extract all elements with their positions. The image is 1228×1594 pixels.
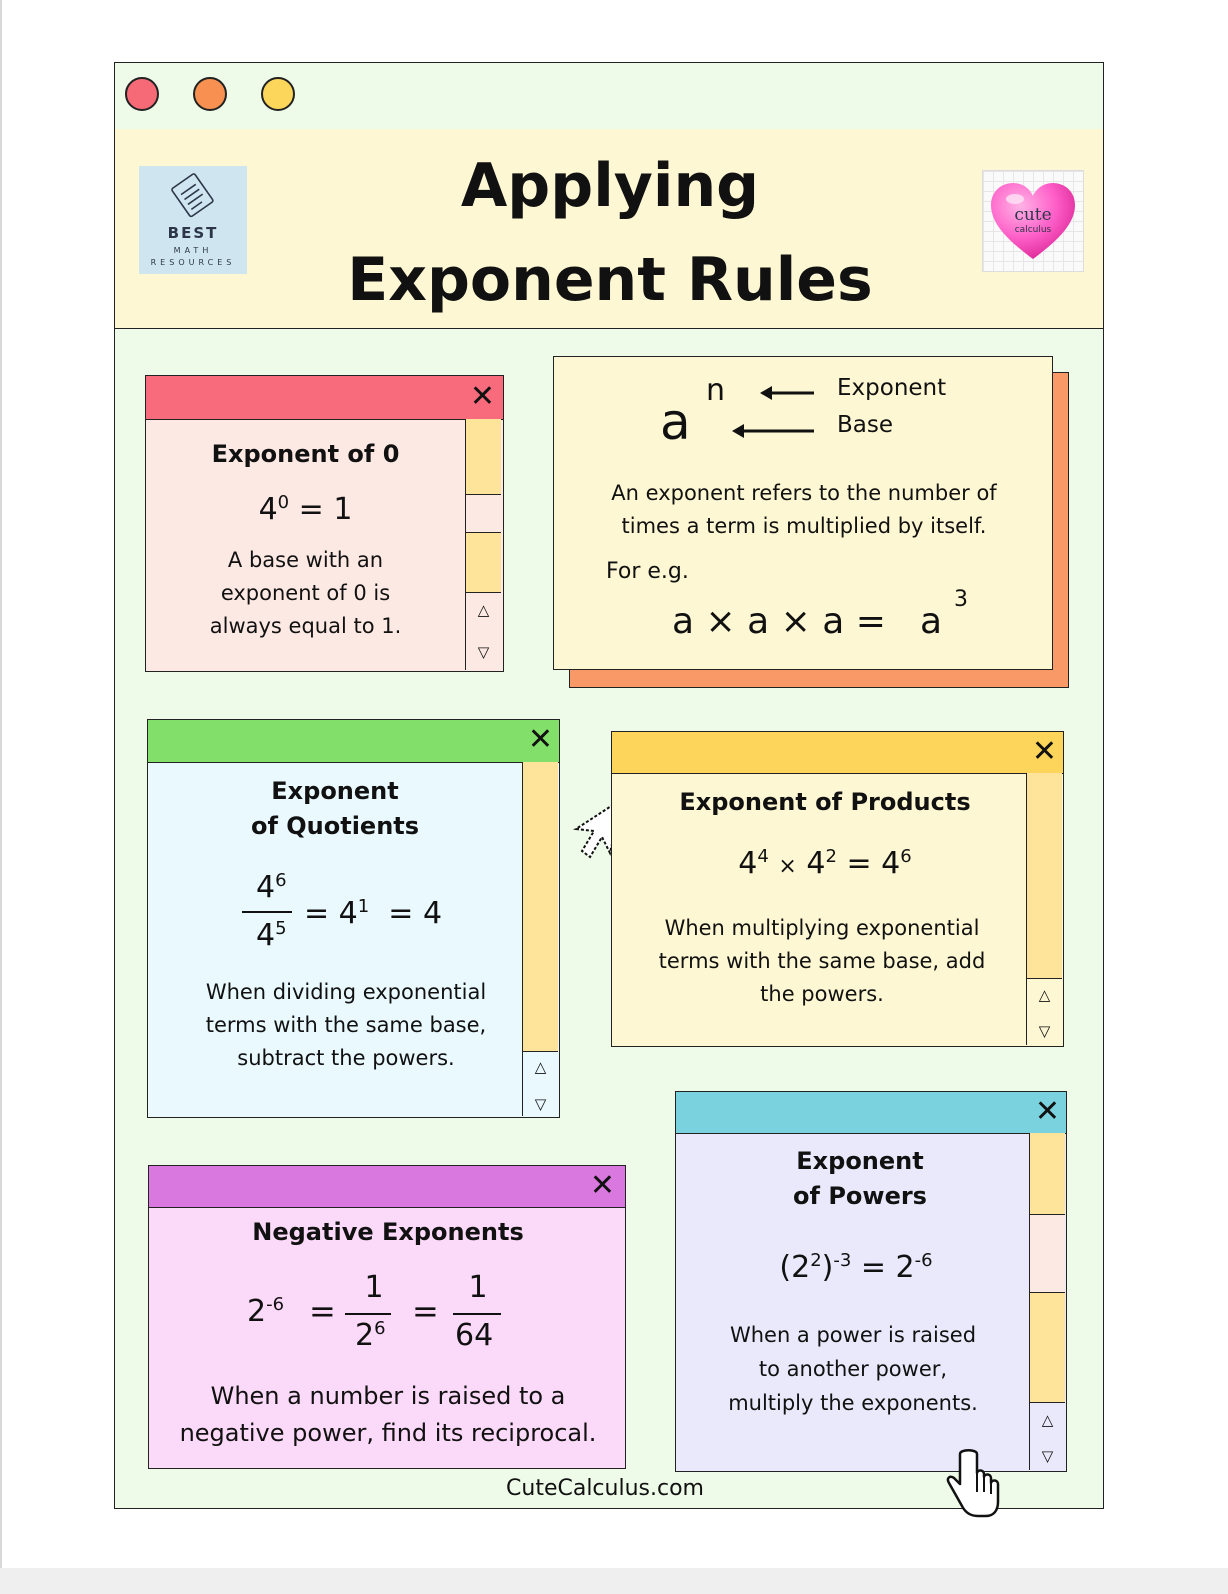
products-description	[612, 912, 1032, 1011]
scroll-down-icon[interactable]: ▽	[477, 643, 490, 661]
powers-close: )	[821, 1250, 834, 1285]
intro-line2: times a term is multiplied by itself.	[621, 514, 987, 538]
exponent-of-products-window	[611, 731, 1064, 1047]
quotients-num-base: 4	[256, 870, 276, 905]
powers-inner-exp: 2	[810, 1250, 822, 1271]
page-title-line1: Applying	[460, 151, 760, 221]
negative-num2: 1	[468, 1270, 488, 1305]
quotients-den-exp: 5	[275, 918, 287, 939]
quotients-rhs: = 4	[388, 896, 443, 931]
window-close-dot[interactable]	[125, 77, 159, 111]
products-line2: terms with the same base, add	[658, 949, 986, 973]
products-line1: When multiplying exponential	[664, 916, 980, 940]
scroll-down-icon[interactable]: ▽	[534, 1095, 547, 1113]
quotients-line1: When dividing exponential	[205, 980, 487, 1004]
scroll-up-icon[interactable]: △	[477, 601, 490, 619]
hand-cursor-icon	[944, 1448, 1002, 1520]
window-titlebar	[612, 732, 1063, 774]
products-a-base: 4	[738, 846, 758, 881]
quotients-description	[148, 976, 544, 1075]
negative-base: 2	[247, 1294, 267, 1329]
scroll-up-icon[interactable]: △	[1038, 986, 1051, 1004]
negative-eq2: =	[412, 1292, 439, 1330]
quotients-line2: terms with the same base,	[205, 1013, 487, 1037]
zero-description	[146, 544, 465, 643]
exponent-of-quotients-window	[147, 719, 560, 1118]
page-title-line2: Exponent Rules	[347, 245, 873, 315]
negative-den2: 64	[455, 1318, 494, 1353]
scroll-thumb[interactable]	[466, 495, 501, 533]
products-b-exp: 2	[825, 846, 837, 867]
scroll-up-icon[interactable]: △	[534, 1058, 547, 1076]
footer-website[interactable]: CuteCalculus.com	[506, 1476, 704, 1501]
intro-example-lhs: a × a × a =	[672, 601, 886, 642]
powers-equation	[676, 1250, 1036, 1285]
intro-exponent-label: Exponent	[837, 375, 947, 401]
fraction-bar	[242, 911, 292, 913]
scroll-track	[1030, 1293, 1065, 1403]
intro-window	[553, 356, 1053, 670]
powers-heading	[676, 1144, 1044, 1214]
close-icon[interactable]: ✕	[527, 722, 553, 757]
negative-eq1: =	[309, 1292, 336, 1330]
zero-base: 4	[258, 492, 278, 527]
quotients-heading	[148, 774, 522, 844]
close-icon[interactable]: ✕	[1031, 734, 1057, 769]
page-bottom-strip	[0, 1568, 1228, 1594]
best-math-resources-logo	[139, 166, 247, 274]
logo-math-text: MATH	[173, 246, 213, 255]
close-icon[interactable]: ✕	[469, 379, 495, 414]
negative-description	[149, 1378, 627, 1452]
scrollbar[interactable]	[465, 419, 501, 670]
zero-rhs: = 1	[298, 492, 353, 527]
scroll-track	[466, 419, 501, 495]
quotients-heading-line1: Exponent	[271, 777, 399, 805]
window-titlebar	[148, 720, 559, 763]
zero-heading: Exponent of 0	[211, 440, 400, 468]
intro-example-base: a	[920, 601, 943, 642]
window-titlebar	[115, 63, 1103, 130]
products-c-base: 4	[881, 846, 901, 881]
window-minimize-dot[interactable]	[193, 77, 227, 111]
powers-rhs-exp: -6	[914, 1250, 933, 1271]
logo-resources-text: RESOURCES	[150, 258, 236, 267]
negative-den1-base: 2	[355, 1318, 375, 1353]
intro-exp-symbol: n	[706, 373, 726, 408]
zero-line1: A base with an	[227, 548, 384, 572]
scroll-up-icon[interactable]: △	[1041, 1411, 1054, 1429]
zero-line3: always equal to 1.	[209, 614, 402, 638]
products-eq: =	[846, 846, 872, 881]
logo-best-text: BEST	[167, 224, 219, 242]
powers-open: (2	[779, 1250, 811, 1285]
close-icon[interactable]: ✕	[1034, 1094, 1060, 1129]
cute-calculus-logo	[982, 170, 1084, 272]
negative-lhs	[247, 1294, 284, 1329]
window-maximize-dot[interactable]	[261, 77, 295, 111]
intro-for-eg: For e.g.	[606, 559, 689, 584]
negative-num1: 1	[364, 1270, 384, 1305]
intro-example-exp: 3	[954, 587, 968, 612]
quotients-denominator	[256, 918, 287, 953]
exponent-of-powers-window	[675, 1091, 1067, 1472]
powers-eq: = 2	[860, 1250, 915, 1285]
quotients-line3: subtract the powers.	[237, 1046, 455, 1070]
powers-description	[676, 1318, 1030, 1420]
quotients-mid: = 4	[304, 896, 358, 931]
arrow-icon	[732, 381, 822, 441]
page-edge	[0, 0, 2, 1568]
exponent-of-zero-window	[145, 375, 504, 672]
quotients-heading-line2: of Quotients	[250, 812, 420, 840]
zero-exp: 0	[277, 492, 290, 513]
quotients-middle	[304, 896, 442, 931]
window-titlebar	[676, 1092, 1066, 1134]
quotients-den-base: 4	[256, 918, 276, 953]
intro-line1: An exponent refers to the number of	[611, 481, 997, 505]
title-header	[115, 129, 1103, 329]
products-times: ×	[778, 854, 797, 879]
quotients-num-exp: 6	[275, 870, 287, 891]
products-equation	[612, 846, 1038, 881]
window-titlebar	[149, 1166, 625, 1208]
powers-outer-exp: -3	[833, 1250, 852, 1271]
scroll-track	[466, 533, 501, 593]
products-c-exp: 6	[900, 846, 912, 867]
fraction-bar	[453, 1313, 501, 1315]
intro-description	[554, 477, 1054, 543]
powers-line3: multiply the exponents.	[728, 1391, 978, 1415]
powers-heading-line1: Exponent	[796, 1147, 924, 1175]
close-icon[interactable]: ✕	[589, 1168, 615, 1203]
powers-line1: When a power is raised	[729, 1323, 977, 1347]
products-line3: the powers.	[760, 982, 884, 1006]
powers-line2: to another power,	[758, 1357, 948, 1381]
negative-den1	[355, 1318, 386, 1353]
products-heading: Exponent of Products	[679, 788, 971, 816]
products-b-base: 4	[806, 846, 826, 881]
negative-heading: Negative Exponents	[252, 1218, 524, 1246]
document-icon	[139, 166, 247, 226]
negative-den1-exp: 6	[374, 1318, 386, 1339]
intro-base-symbol: a	[660, 393, 691, 451]
negative-line1: When a number is raised to a	[210, 1382, 566, 1410]
quotients-mid-exp: 1	[357, 896, 370, 917]
zero-line2: exponent of 0 is	[220, 581, 391, 605]
products-a-exp: 4	[757, 846, 769, 867]
negative-exponents-window	[148, 1165, 626, 1469]
logo-calculus-text: calculus	[1014, 225, 1052, 235]
window-titlebar	[146, 376, 503, 420]
intro-base-label: Base	[837, 412, 894, 438]
logo-cute-text: cute	[1014, 205, 1052, 225]
zero-equation	[146, 492, 465, 527]
scroll-down-icon[interactable]: ▽	[1038, 1022, 1051, 1040]
powers-heading-line2: of Powers	[793, 1182, 927, 1210]
scroll-down-icon[interactable]: ▽	[1041, 1447, 1054, 1465]
negative-exp: -6	[266, 1294, 285, 1315]
fraction-bar	[345, 1313, 391, 1315]
negative-line2: negative power, find its reciprocal.	[179, 1419, 597, 1447]
quotients-numerator	[256, 870, 287, 905]
